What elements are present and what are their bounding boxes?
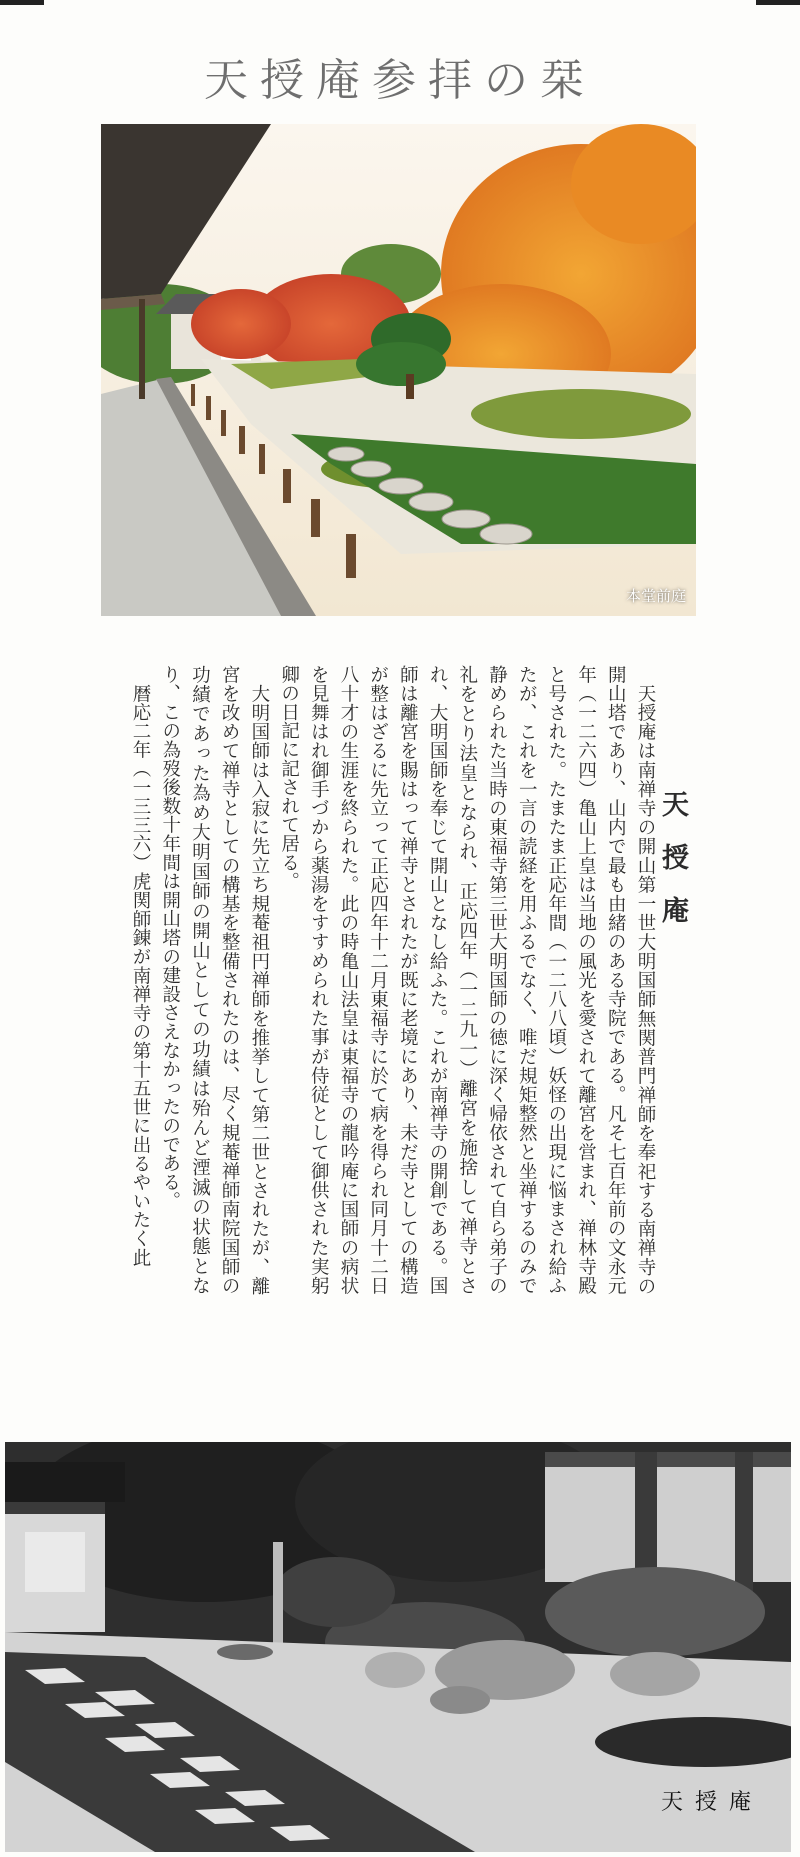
body-paragraph-2: 大明国師は入寂に先立ち規菴祖円禅師を推挙して第二世とされたが、離宮を改めて禅寺としての構基を整備されたのは、尽く規菴禅師南院国師の功績であった為め大明国師の開山としての功績は殆んど湮滅の状態となり、この為歿後数十年間は開山塔の建設さえなかったのである。 — [159, 665, 270, 1295]
garden-photo-illustration — [101, 124, 696, 616]
garden-photo-color — [101, 124, 696, 616]
crop-mark-left — [0, 0, 44, 5]
photo-caption-top: 本堂前庭 — [625, 587, 686, 605]
photo-caption-bottom: 天授庵 — [660, 1790, 763, 1815]
crop-mark-right — [756, 0, 800, 5]
body-paragraph-3: 暦応二年（一三三六）虎関師錬が南禅寺の第十五世に出るやいたく此 — [130, 683, 152, 1267]
body-paragraph-1: 天授庵は南禅寺の開山第一世大明国師無関普門禅師を奉祀する南禅寺の開山塔であり、山内で最も由緒のある寺院である。凡そ七百年前の文永元年（一二六四）亀山上皇は当地の風光を愛されて離宮を営まれ、禅林寺殿と号された。たまたま正応年間（一二八八頃）妖怪の出現に悩まされ給ふたが、これを一言の読経を用ふるでなく、唯だ規矩整然と坐禅するのみで静められた当時の東福寺第三世大明国師の徳に深く帰依されて自ら弟子の礼をとり法皇となられ、正応四年（一二九一）離宮を施捨して禅寺とされ、大明国師を奉じて開山となし給ふた。これが南禅寺の開創である。国師は離宮を賜はって禅寺とされたが既に老境にあり、未だ寺としての構造が整はざるに先立って正応四年十二月東福寺に於て病を得られ同月十二日八十才の生涯を終られた。此の時亀山法皇は東福寺の龍吟庵に国師の病状を見舞はれ御手づから薬湯をすすめられた事が侍従として御供された実躬卿の日記に記されて居る。 — [278, 665, 656, 1295]
garden-photo-bw — [5, 1442, 791, 1852]
section-heading: 天授庵 — [657, 790, 688, 949]
body-text — [100, 665, 660, 1295]
page-title: 天授庵参拝の栞 — [204, 55, 596, 106]
